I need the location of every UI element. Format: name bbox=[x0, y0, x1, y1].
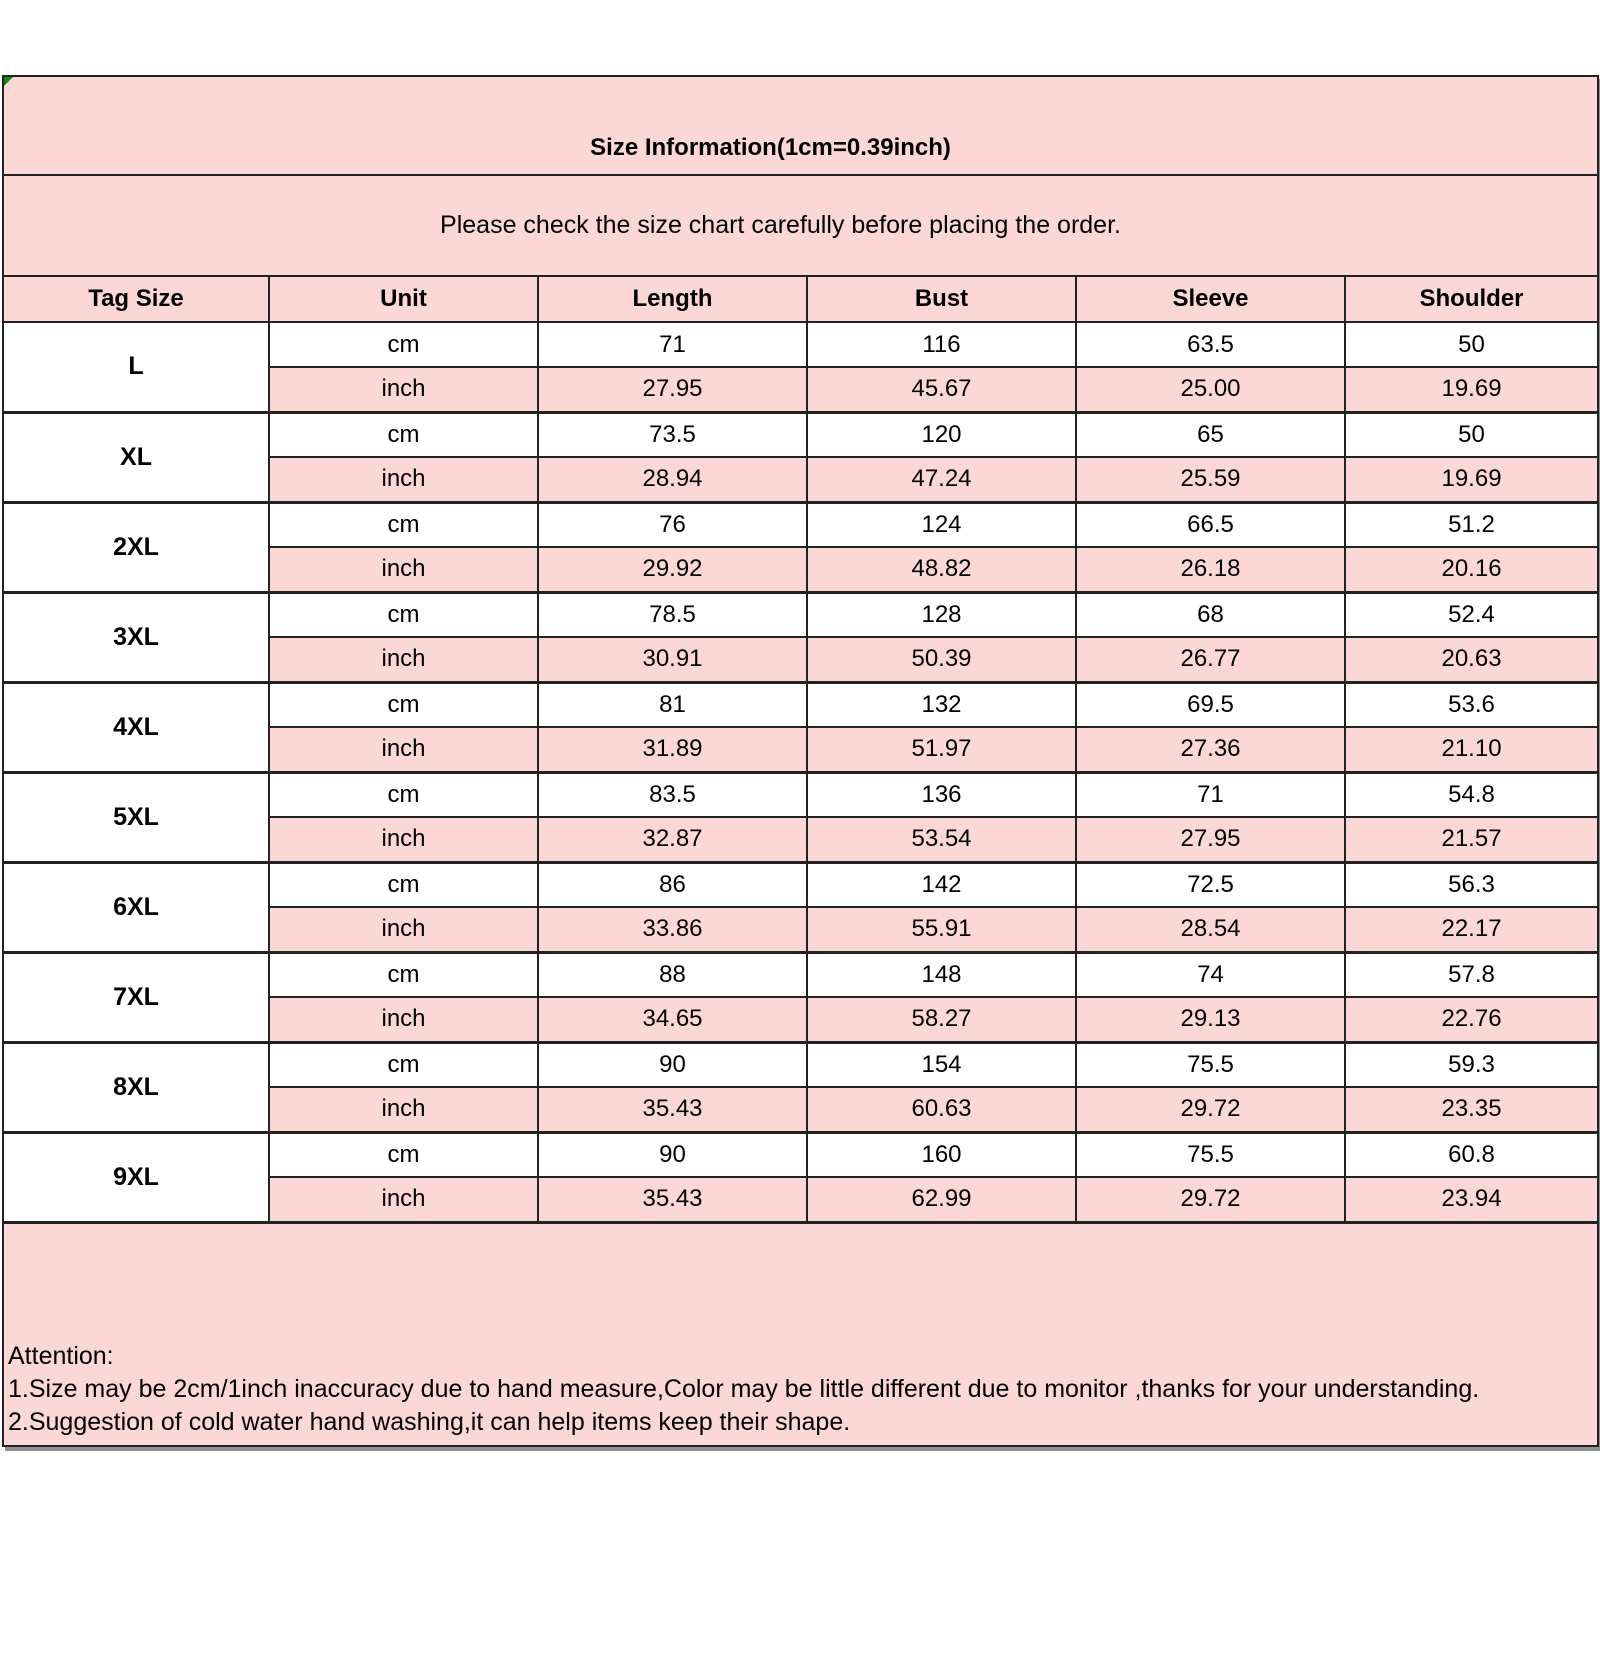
tag-size-cell: 7XL bbox=[3, 952, 269, 1042]
title-row bbox=[3, 76, 1598, 175]
row-8XL-cm bbox=[3, 1042, 1598, 1087]
row-7XL-cm bbox=[3, 952, 1598, 997]
col-header-length: Length bbox=[538, 276, 807, 322]
sleeve-cm-cell: 72.5 bbox=[1076, 862, 1345, 907]
unit-inch-cell: inch bbox=[269, 457, 538, 502]
shoulder-inch-cell: 19.69 bbox=[1345, 457, 1598, 502]
col-header-sleeve: Sleeve bbox=[1076, 276, 1345, 322]
sleeve-cm-cell: 65 bbox=[1076, 412, 1345, 457]
length-inch-cell: 35.43 bbox=[538, 1087, 807, 1132]
sleeve-inch-cell: 27.36 bbox=[1076, 727, 1345, 772]
chart-subtitle: Please check the size chart carefully before placing the order. bbox=[3, 175, 1598, 276]
sleeve-inch-cell: 29.72 bbox=[1076, 1087, 1345, 1132]
length-cm-cell: 83.5 bbox=[538, 772, 807, 817]
header-row bbox=[3, 276, 1598, 322]
subtitle-row bbox=[3, 175, 1598, 276]
shoulder-cm-cell: 59.3 bbox=[1345, 1042, 1598, 1087]
sleeve-inch-cell: 26.77 bbox=[1076, 637, 1345, 682]
sleeve-cm-cell: 68 bbox=[1076, 592, 1345, 637]
unit-inch-cell: inch bbox=[269, 727, 538, 772]
shoulder-cm-cell: 53.6 bbox=[1345, 682, 1598, 727]
tag-size-cell: 9XL bbox=[3, 1132, 269, 1222]
sleeve-cm-cell: 66.5 bbox=[1076, 502, 1345, 547]
sleeve-inch-cell: 28.54 bbox=[1076, 907, 1345, 952]
length-cm-cell: 81 bbox=[538, 682, 807, 727]
shoulder-cm-cell: 52.4 bbox=[1345, 592, 1598, 637]
length-cm-cell: 86 bbox=[538, 862, 807, 907]
bust-inch-cell: 62.99 bbox=[807, 1177, 1076, 1222]
bust-inch-cell: 53.54 bbox=[807, 817, 1076, 862]
sleeve-inch-cell: 26.18 bbox=[1076, 547, 1345, 592]
bust-cm-cell: 120 bbox=[807, 412, 1076, 457]
size-table bbox=[2, 75, 1599, 1447]
shoulder-cm-cell: 54.8 bbox=[1345, 772, 1598, 817]
shoulder-cm-cell: 56.3 bbox=[1345, 862, 1598, 907]
unit-inch-cell: inch bbox=[269, 907, 538, 952]
length-inch-cell: 28.94 bbox=[538, 457, 807, 502]
length-cm-cell: 90 bbox=[538, 1042, 807, 1087]
shoulder-inch-cell: 21.57 bbox=[1345, 817, 1598, 862]
shoulder-cm-cell: 60.8 bbox=[1345, 1132, 1598, 1177]
unit-cm-cell: cm bbox=[269, 772, 538, 817]
length-cm-cell: 78.5 bbox=[538, 592, 807, 637]
unit-cm-cell: cm bbox=[269, 862, 538, 907]
shoulder-inch-cell: 20.63 bbox=[1345, 637, 1598, 682]
sleeve-inch-cell: 29.72 bbox=[1076, 1177, 1345, 1222]
row-XL-cm bbox=[3, 412, 1598, 457]
unit-inch-cell: inch bbox=[269, 997, 538, 1042]
row-9XL-cm bbox=[3, 1132, 1598, 1177]
chart-title: Size Information(1cm=0.39inch) bbox=[3, 76, 1598, 175]
unit-inch-cell: inch bbox=[269, 1087, 538, 1132]
bust-cm-cell: 128 bbox=[807, 592, 1076, 637]
size-table-body bbox=[3, 322, 1598, 1222]
unit-cm-cell: cm bbox=[269, 412, 538, 457]
bust-cm-cell: 116 bbox=[807, 322, 1076, 367]
attention-row bbox=[3, 1222, 1598, 1446]
tag-size-cell: 3XL bbox=[3, 592, 269, 682]
unit-inch-cell: inch bbox=[269, 547, 538, 592]
sleeve-inch-cell: 27.95 bbox=[1076, 817, 1345, 862]
unit-inch-cell: inch bbox=[269, 1177, 538, 1222]
green-corner-icon bbox=[4, 77, 13, 86]
unit-inch-cell: inch bbox=[269, 817, 538, 862]
unit-inch-cell: inch bbox=[269, 367, 538, 412]
shoulder-inch-cell: 21.10 bbox=[1345, 727, 1598, 772]
shoulder-cm-cell: 51.2 bbox=[1345, 502, 1598, 547]
tag-size-cell: XL bbox=[3, 412, 269, 502]
size-chart-panel bbox=[2, 75, 1597, 1447]
attention-section bbox=[3, 1222, 1598, 1446]
row-3XL-cm bbox=[3, 592, 1598, 637]
unit-inch-cell: inch bbox=[269, 637, 538, 682]
length-inch-cell: 31.89 bbox=[538, 727, 807, 772]
attention-line-1: 1.Size may be 2cm/1inch inaccuracy due to hand measure,Color may be little different due to monitor ,thanks for your understanding. bbox=[8, 1375, 1480, 1403]
unit-cm-cell: cm bbox=[269, 952, 538, 997]
length-cm-cell: 88 bbox=[538, 952, 807, 997]
tag-size-cell: 6XL bbox=[3, 862, 269, 952]
length-inch-cell: 33.86 bbox=[538, 907, 807, 952]
tag-size-cell: 5XL bbox=[3, 772, 269, 862]
row-L-cm bbox=[3, 322, 1598, 367]
bust-cm-cell: 142 bbox=[807, 862, 1076, 907]
bust-cm-cell: 160 bbox=[807, 1132, 1076, 1177]
bust-cm-cell: 136 bbox=[807, 772, 1076, 817]
row-2XL-cm bbox=[3, 502, 1598, 547]
bust-inch-cell: 51.97 bbox=[807, 727, 1076, 772]
bust-inch-cell: 45.67 bbox=[807, 367, 1076, 412]
row-4XL-cm bbox=[3, 682, 1598, 727]
length-inch-cell: 30.91 bbox=[538, 637, 807, 682]
unit-cm-cell: cm bbox=[269, 682, 538, 727]
sleeve-inch-cell: 29.13 bbox=[1076, 997, 1345, 1042]
col-header-bust: Bust bbox=[807, 276, 1076, 322]
sleeve-inch-cell: 25.00 bbox=[1076, 367, 1345, 412]
sleeve-cm-cell: 74 bbox=[1076, 952, 1345, 997]
shoulder-cm-cell: 57.8 bbox=[1345, 952, 1598, 997]
bust-cm-cell: 124 bbox=[807, 502, 1076, 547]
unit-cm-cell: cm bbox=[269, 592, 538, 637]
shoulder-inch-cell: 23.35 bbox=[1345, 1087, 1598, 1132]
tag-size-cell: 4XL bbox=[3, 682, 269, 772]
sleeve-cm-cell: 63.5 bbox=[1076, 322, 1345, 367]
unit-cm-cell: cm bbox=[269, 1042, 538, 1087]
length-cm-cell: 73.5 bbox=[538, 412, 807, 457]
length-inch-cell: 32.87 bbox=[538, 817, 807, 862]
col-header-unit: Unit bbox=[269, 276, 538, 322]
bust-inch-cell: 58.27 bbox=[807, 997, 1076, 1042]
bust-inch-cell: 47.24 bbox=[807, 457, 1076, 502]
col-header-tag-size: Tag Size bbox=[3, 276, 269, 322]
shoulder-cm-cell: 50 bbox=[1345, 322, 1598, 367]
tag-size-cell: L bbox=[3, 322, 269, 412]
unit-cm-cell: cm bbox=[269, 322, 538, 367]
unit-cm-cell: cm bbox=[269, 1132, 538, 1177]
row-6XL-cm bbox=[3, 862, 1598, 907]
shoulder-inch-cell: 22.76 bbox=[1345, 997, 1598, 1042]
length-cm-cell: 71 bbox=[538, 322, 807, 367]
bust-inch-cell: 60.63 bbox=[807, 1087, 1076, 1132]
attention-heading: Attention: bbox=[8, 1342, 114, 1370]
col-header-shoulder: Shoulder bbox=[1345, 276, 1598, 322]
bust-cm-cell: 154 bbox=[807, 1042, 1076, 1087]
unit-cm-cell: cm bbox=[269, 502, 538, 547]
bust-inch-cell: 55.91 bbox=[807, 907, 1076, 952]
shoulder-cm-cell: 50 bbox=[1345, 412, 1598, 457]
length-inch-cell: 27.95 bbox=[538, 367, 807, 412]
bust-cm-cell: 132 bbox=[807, 682, 1076, 727]
length-cm-cell: 76 bbox=[538, 502, 807, 547]
sleeve-cm-cell: 71 bbox=[1076, 772, 1345, 817]
sleeve-inch-cell: 25.59 bbox=[1076, 457, 1345, 502]
attention-line-2: 2.Suggestion of cold water hand washing,it can help items keep their shape. bbox=[8, 1408, 851, 1436]
sleeve-cm-cell: 69.5 bbox=[1076, 682, 1345, 727]
bust-inch-cell: 48.82 bbox=[807, 547, 1076, 592]
length-inch-cell: 34.65 bbox=[538, 997, 807, 1042]
tag-size-cell: 8XL bbox=[3, 1042, 269, 1132]
bust-cm-cell: 148 bbox=[807, 952, 1076, 997]
length-inch-cell: 29.92 bbox=[538, 547, 807, 592]
shoulder-inch-cell: 19.69 bbox=[1345, 367, 1598, 412]
shoulder-inch-cell: 23.94 bbox=[1345, 1177, 1598, 1222]
sleeve-cm-cell: 75.5 bbox=[1076, 1132, 1345, 1177]
bust-inch-cell: 50.39 bbox=[807, 637, 1076, 682]
sleeve-cm-cell: 75.5 bbox=[1076, 1042, 1345, 1087]
tag-size-cell: 2XL bbox=[3, 502, 269, 592]
length-cm-cell: 90 bbox=[538, 1132, 807, 1177]
shoulder-inch-cell: 22.17 bbox=[1345, 907, 1598, 952]
shoulder-inch-cell: 20.16 bbox=[1345, 547, 1598, 592]
row-5XL-cm bbox=[3, 772, 1598, 817]
length-inch-cell: 35.43 bbox=[538, 1177, 807, 1222]
